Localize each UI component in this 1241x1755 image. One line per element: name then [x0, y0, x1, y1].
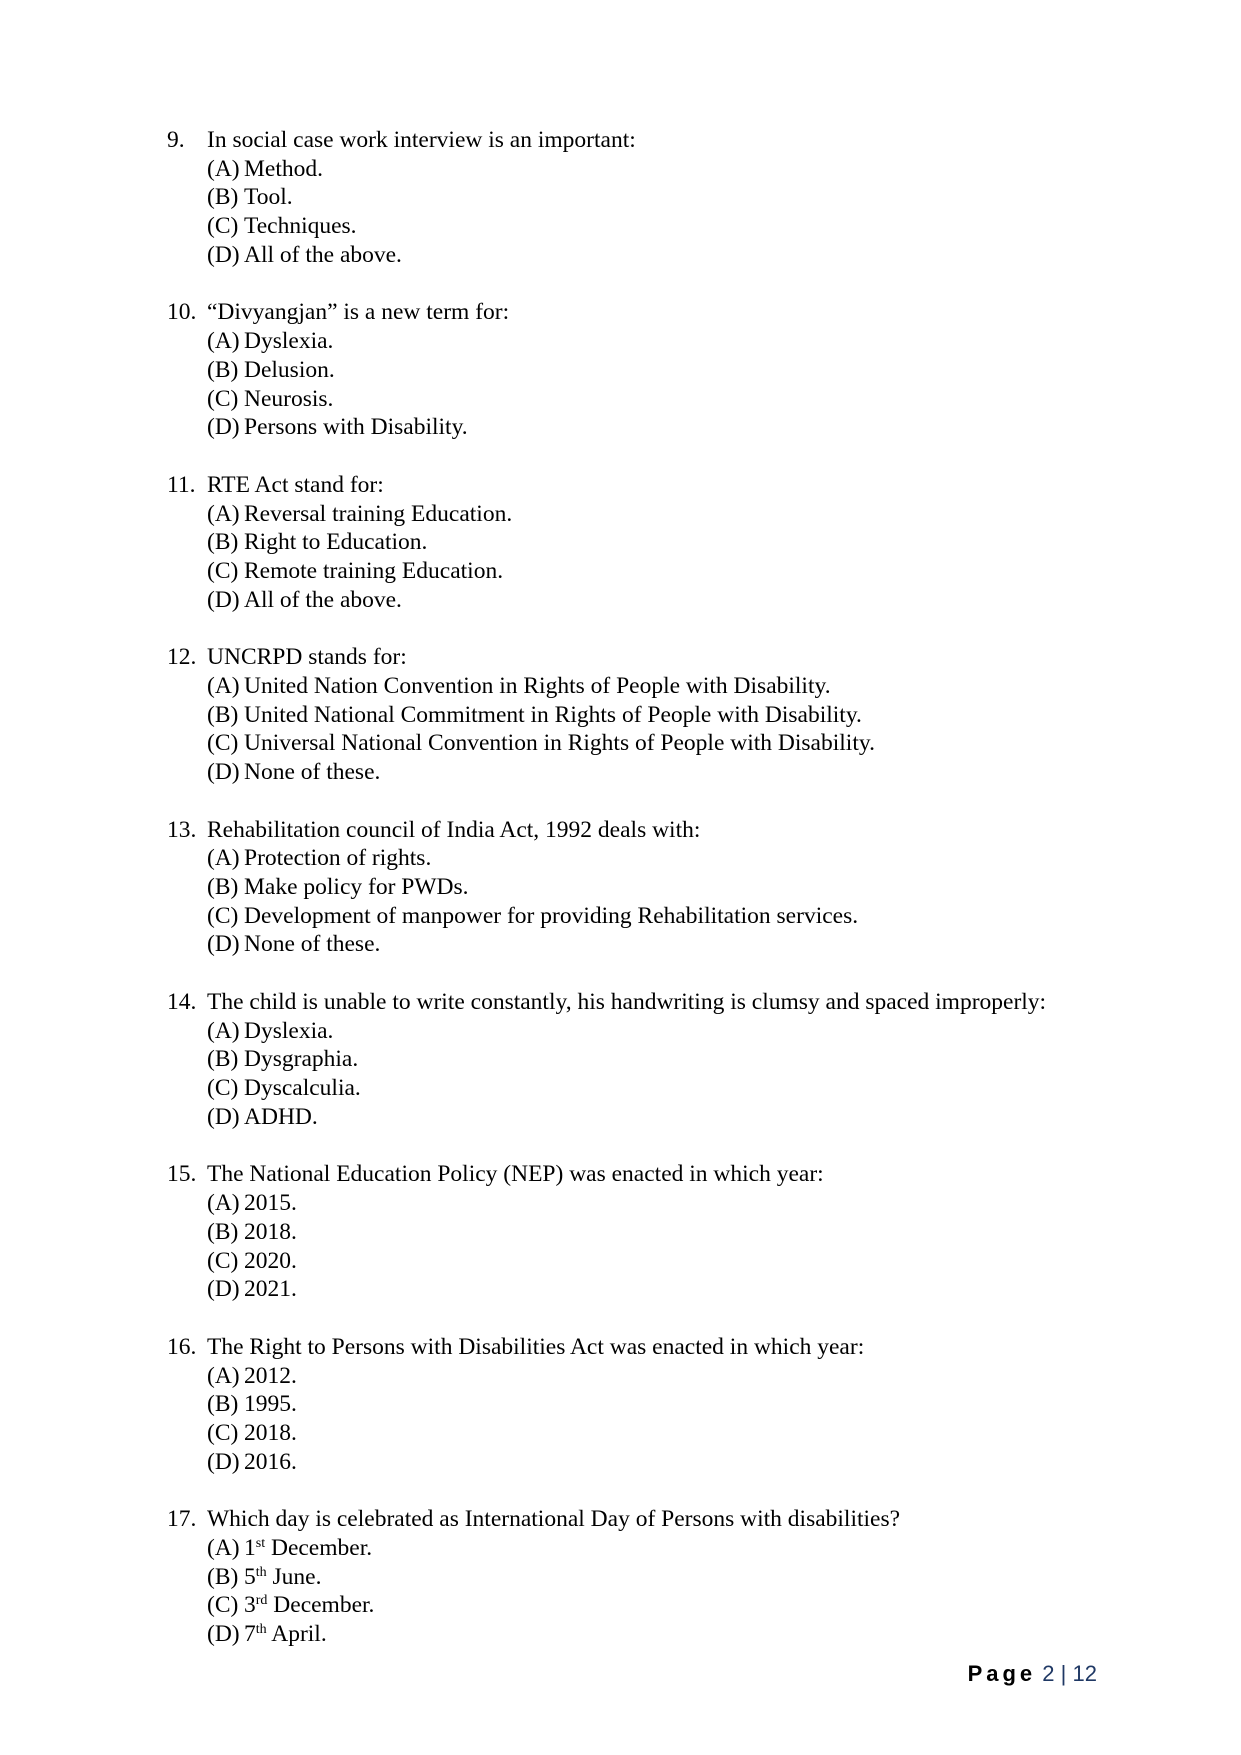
question-number: 11. [167, 471, 196, 498]
ordinal-suffix: st [255, 1535, 266, 1551]
option-b [167, 1045, 1177, 1074]
option-d [167, 1620, 1177, 1649]
option-b [167, 873, 1177, 902]
option-d [167, 413, 1177, 442]
option-c [167, 557, 1177, 586]
question-text: “Divyangjan” is a new term for: [207, 299, 510, 326]
question-17 [167, 1505, 1177, 1649]
option-letter: (B) [207, 356, 239, 383]
option-letter: (C) [207, 1247, 239, 1274]
option-text: 2020. [244, 1247, 297, 1274]
option-letter: (A) [207, 1017, 240, 1044]
option-text: Dyslexia. [244, 328, 334, 355]
option-b [167, 1563, 1177, 1592]
option-letter: (C) [207, 385, 239, 412]
option-text: None of these. [244, 759, 381, 786]
question-list [167, 126, 1177, 1678]
option-letter: (C) [207, 902, 239, 929]
option-letter: (C) [207, 1592, 239, 1619]
option-letter: (A) [207, 1190, 240, 1217]
option-d [167, 586, 1177, 615]
option-c [167, 1419, 1177, 1448]
question-number: 14. [167, 989, 197, 1016]
question-number: 17. [167, 1506, 197, 1533]
option-text: Delusion. [244, 356, 335, 383]
option-a [167, 672, 1177, 701]
option-text: Reversal training Education. [244, 500, 513, 527]
option-text: Tool. [244, 184, 293, 211]
option-text: 2015. [244, 1190, 297, 1217]
option-text: Right to Education. [244, 529, 428, 556]
option-letter: (D) [207, 1448, 240, 1475]
option-letter: (B) [207, 874, 239, 901]
question-stem [167, 471, 1177, 500]
question-12 [167, 643, 1177, 787]
option-day: 3 [244, 1592, 256, 1619]
page-separator: | [1060, 1661, 1067, 1686]
option-d [167, 758, 1177, 787]
option-d [167, 241, 1177, 270]
option-letter: (B) [207, 184, 239, 211]
option-day: 5 [244, 1563, 256, 1590]
option-a [167, 327, 1177, 356]
option-a [167, 1189, 1177, 1218]
question-text: Which day is celebrated as International Day of Persons with disabilities? [207, 1506, 901, 1533]
option-text: Make policy for PWDs. [244, 874, 469, 901]
page-number: 2 [1042, 1661, 1055, 1686]
question-9 [167, 126, 1177, 270]
option-c [167, 1591, 1177, 1620]
option-a [167, 1534, 1177, 1563]
option-letter: (A) [207, 1362, 240, 1389]
option-b [167, 528, 1177, 557]
question-stem [167, 1505, 1177, 1534]
question-number: 16. [167, 1333, 197, 1360]
option-day: 1 [244, 1534, 256, 1561]
question-16 [167, 1333, 1177, 1477]
question-stem [167, 298, 1177, 327]
page-footer [968, 1661, 1097, 1687]
option-letter: (A) [207, 1534, 240, 1561]
option-c [167, 1247, 1177, 1276]
question-text: Rehabilitation council of India Act, 1992 deals with: [207, 816, 701, 843]
option-letter: (C) [207, 1075, 239, 1102]
option-text: United National Commitment in Rights of People with Disability. [244, 701, 862, 728]
option-letter: (A) [207, 845, 240, 872]
option-text: All of the above. [244, 586, 402, 613]
option-letter: (A) [207, 328, 240, 355]
option-text: Protection of rights. [244, 845, 432, 872]
option-a [167, 155, 1177, 184]
question-11 [167, 471, 1177, 615]
option-letter: (A) [207, 500, 240, 527]
question-10 [167, 298, 1177, 442]
option-d [167, 1448, 1177, 1477]
ordinal-suffix: rd [255, 1593, 268, 1609]
question-stem [167, 643, 1177, 672]
option-letter: (B) [207, 529, 239, 556]
option-text: United Nation Convention in Rights of People with Disability. [244, 672, 831, 699]
option-d [167, 1275, 1177, 1304]
question-number: 10. [167, 299, 197, 326]
option-letter: (D) [207, 1276, 240, 1303]
option-b [167, 1218, 1177, 1247]
option-text: Development of manpower for providing Rehabilitation services. [244, 902, 859, 929]
option-letter: (B) [207, 701, 239, 728]
option-a [167, 1017, 1177, 1046]
question-text: UNCRPD stands for: [207, 644, 407, 671]
option-text: December. [265, 1534, 373, 1561]
page-total: 12 [1072, 1661, 1097, 1686]
question-number: 12. [167, 644, 197, 671]
question-stem [167, 1333, 1177, 1362]
question-text: RTE Act stand for: [207, 471, 384, 498]
option-letter: (A) [207, 155, 240, 182]
option-text: ADHD. [244, 1103, 318, 1130]
question-15 [167, 1160, 1177, 1304]
option-b [167, 1390, 1177, 1419]
option-letter: (C) [207, 557, 239, 584]
option-c [167, 729, 1177, 758]
option-text: Method. [244, 155, 323, 182]
option-letter: (B) [207, 1563, 239, 1590]
option-letter: (D) [207, 931, 240, 958]
option-text: Dyscalculia. [244, 1075, 361, 1102]
option-a [167, 844, 1177, 873]
option-text: None of these. [244, 931, 381, 958]
option-c [167, 902, 1177, 931]
option-d [167, 930, 1177, 959]
question-text: The National Education Policy (NEP) was enacted in which year: [207, 1161, 824, 1188]
option-text: 2021. [244, 1276, 297, 1303]
page-label: Page [967, 1661, 1037, 1686]
option-text: April. [266, 1621, 327, 1648]
option-letter: (D) [207, 586, 240, 613]
ordinal-suffix: th [255, 1564, 267, 1580]
question-number: 13. [167, 816, 197, 843]
option-text: Remote training Education. [244, 557, 504, 584]
option-letter: (A) [207, 672, 240, 699]
option-b [167, 356, 1177, 385]
option-text: 2016. [244, 1448, 297, 1475]
question-stem [167, 1160, 1177, 1189]
option-letter: (B) [207, 1218, 239, 1245]
option-letter: (B) [207, 1046, 239, 1073]
question-number: 15. [167, 1161, 197, 1188]
option-letter: (C) [207, 730, 239, 757]
option-text: Neurosis. [244, 385, 334, 412]
option-text: Dyslexia. [244, 1017, 334, 1044]
option-a [167, 1362, 1177, 1391]
option-text: December. [267, 1592, 375, 1619]
option-c [167, 212, 1177, 241]
option-letter: (D) [207, 1103, 240, 1130]
option-text: 1995. [244, 1391, 297, 1418]
question-stem [167, 126, 1177, 155]
option-day: 7 [244, 1621, 256, 1648]
question-number: 9. [167, 127, 185, 153]
question-13 [167, 816, 1177, 960]
option-c [167, 1074, 1177, 1103]
question-text: In social case work interview is an important: [207, 127, 636, 153]
option-text: Persons with Disability. [244, 414, 468, 441]
question-stem [167, 816, 1177, 845]
option-text: 2018. [244, 1419, 297, 1446]
option-letter: (D) [207, 1621, 240, 1648]
option-b [167, 183, 1177, 212]
option-letter: (D) [207, 241, 240, 268]
ordinal-suffix: th [255, 1622, 267, 1638]
option-text: 2018. [244, 1218, 297, 1245]
question-14 [167, 988, 1177, 1132]
option-letter: (C) [207, 1419, 239, 1446]
option-text: Techniques. [244, 213, 357, 240]
option-letter: (D) [207, 414, 240, 441]
question-stem [167, 988, 1177, 1017]
question-text: The child is unable to write constantly, his handwriting is clumsy and spaced improperly: [207, 989, 1047, 1016]
option-a [167, 500, 1177, 529]
question-text: The Right to Persons with Disabilities Act was enacted in which year: [207, 1333, 865, 1360]
option-b [167, 701, 1177, 730]
option-text: All of the above. [244, 241, 402, 268]
option-text: June. [266, 1563, 322, 1590]
option-text: 2012. [244, 1362, 297, 1389]
option-c [167, 385, 1177, 414]
option-letter: (D) [207, 759, 240, 786]
option-letter: (B) [207, 1391, 239, 1418]
option-text: Universal National Convention in Rights of People with Disability. [244, 730, 875, 757]
option-text: Dysgraphia. [244, 1046, 359, 1073]
option-d [167, 1103, 1177, 1132]
option-letter: (C) [207, 213, 239, 240]
